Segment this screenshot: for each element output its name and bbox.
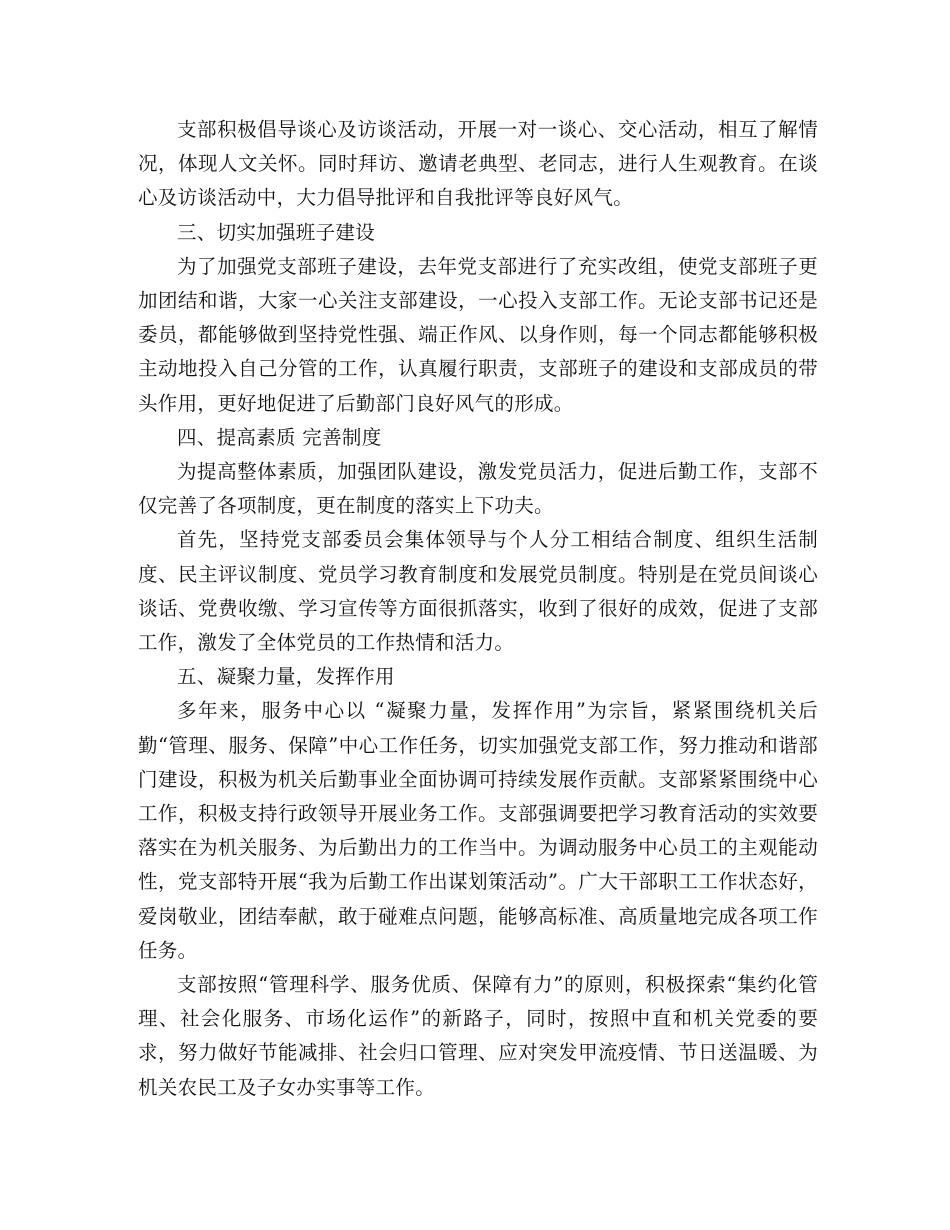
document-body bbox=[138, 113, 818, 1105]
section-heading-3: 三、切实加强班子建设 bbox=[177, 220, 376, 244]
paragraph-improve-quality: 为提高整体素质，加强团队建设，激发党员活力，促进后勤工作，支部不仅完善了各项制度，更在制度的落实上下功夫。 bbox=[138, 460, 818, 518]
paragraph-talks-activities: 支部积极倡导谈心及访谈活动，开展一对一谈心、交心活动，相互了解情况，体现人文关怀。同时拜访、邀请老典型、老同志，进行人生观教育。在谈心及访谈活动中，大力倡导批评和自我批评等良好风气。 bbox=[138, 118, 818, 210]
section-heading-5: 五、凝聚力量，发挥作用 bbox=[177, 665, 395, 689]
paragraph-service-center: 多年来，服务中心以 “凝聚力量，发挥作用”为宗旨，紧紧围绕机关后勤“管理、服务、保障”中心工作任务，切实加强党支部工作，努力推动和谐部门建设，积极为机关后勤事业全面协调可持续发展作贡献。支部紧紧围绕中心工作，积极支持行政领导开展业务工作。支部强调要把学习教育活动的实效要落实在为机关服务、为后勤出力的工作当中。为调动服务中心员工的主观能动性，党支部特开展“我为后勤工作出谋划策活动”。广大干部职工工作状态好，爱岗敬业，团结奉献，敢于碰难点问题，能够高标准、高质量地完成各项工作任务。 bbox=[138, 699, 818, 962]
paragraph-principles: 支部按照“管理科学、服务优质、保障有力”的原则，积极探索“集约化管理、社会化服务、市场化运作”的新路子，同时，按照中直和机关党委的要求，努力做好节能减排、社会归口管理、应对突发甲流疫情、节日送温暖、为机关农民工及子女办实事等工作。 bbox=[138, 973, 818, 1099]
paragraph-team-building: 为了加强党支部班子建设，去年党支部进行了充实改组，使党支部班子更加团结和谐，大家一心关注支部建设，一心投入支部工作。无论支部书记还是委员，都能够做到坚持党性强、端正作风、以身作则，每一个同志都能够积极主动地投入自己分管的工作，认真履行职责，支部班子的建设和支部成员的带头作用，更好地促进了后勤部门良好风气的形成。 bbox=[138, 254, 818, 415]
section-heading-4: 四、提高素质 完善制度 bbox=[177, 425, 382, 449]
paragraph-first-systems: 首先，坚持党支部委员会集体领导与个人分工相结合制度、组织生活制度、民主评议制度、党员学习教育制度和发展党员制度。特别是在党员间谈心谈话、党费收缴、学习宣传等方面很抓落实，收到了很好的成效，促进了支部工作，激发了全体党员的工作热情和活力。 bbox=[138, 528, 818, 655]
